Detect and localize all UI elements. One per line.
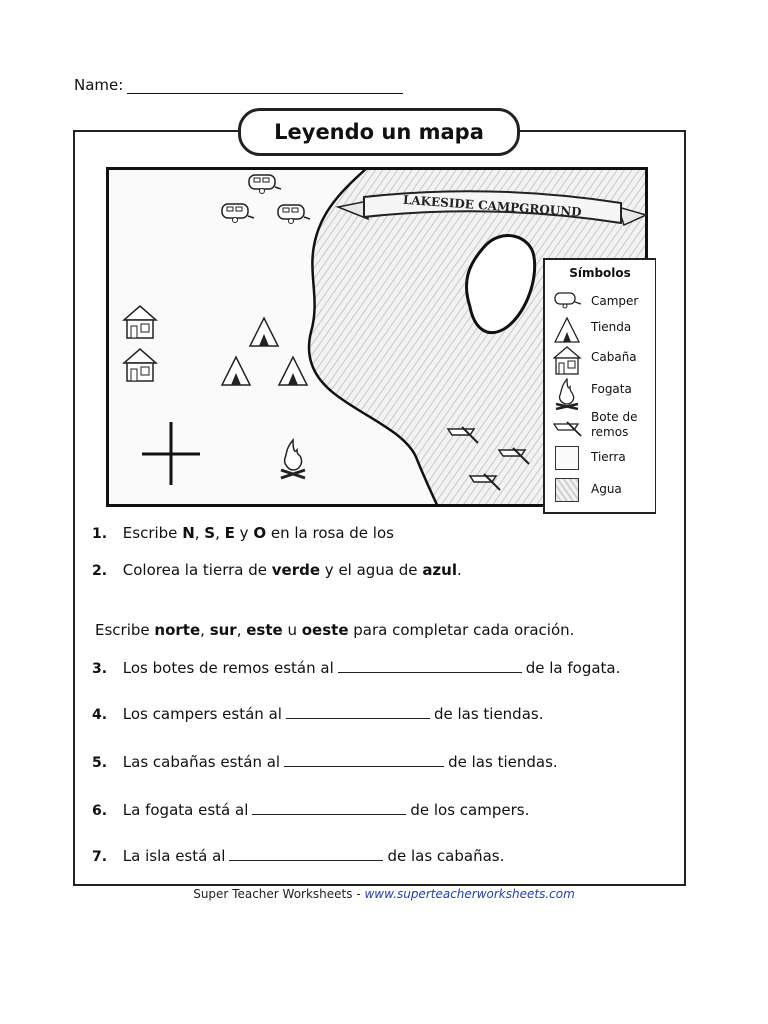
answer-blank[interactable] <box>286 704 430 719</box>
instr-text: Escribe <box>95 621 155 639</box>
legend-item-camper <box>553 290 653 318</box>
sentence-before: La isla está al <box>122 847 226 865</box>
instr-west: oeste <box>301 621 349 639</box>
legend-item-cabin <box>553 346 653 374</box>
instr-text-end: para completar cada oración. <box>348 621 575 639</box>
q1-text: Escribe <box>122 524 183 542</box>
question-number: 1. <box>92 526 108 542</box>
question-3 <box>92 658 620 677</box>
q1-text-end: en la rosa de los <box>266 524 394 542</box>
instr-sep: , <box>236 621 247 639</box>
legend-label: Agua <box>591 482 622 496</box>
legend-label: Camper <box>591 294 639 308</box>
question-number: 3. <box>92 661 108 677</box>
legend-item-land <box>553 446 653 474</box>
question-number: 6. <box>92 803 108 819</box>
name-line[interactable] <box>127 77 403 94</box>
sentence-after: de la fogata. <box>525 659 621 677</box>
footer <box>0 887 768 901</box>
answer-blank[interactable] <box>338 658 522 673</box>
q1-letter-n: N <box>182 524 195 542</box>
name-row <box>74 76 403 94</box>
q1-letter-s: S <box>204 524 216 542</box>
map-legend <box>543 258 656 514</box>
question-number: 4. <box>92 707 108 723</box>
question-6 <box>92 800 529 819</box>
instr-north: norte <box>154 621 201 639</box>
sentence-after: de las cabañas. <box>387 847 505 865</box>
legend-title: Símbolos <box>569 266 631 280</box>
q1-sep: , <box>215 524 225 542</box>
instr-east: este <box>246 621 283 639</box>
instr-sep: u <box>282 621 302 639</box>
name-label: Name: <box>74 76 124 94</box>
sentence-after: de las tiendas. <box>448 753 558 771</box>
sentence-after: de las tiendas. <box>433 705 544 723</box>
q1-sep: , <box>194 524 205 542</box>
water-swatch <box>555 478 579 502</box>
q1-letter-o: O <box>253 524 267 542</box>
question-1 <box>92 524 394 542</box>
q2-green: verde <box>271 561 321 579</box>
legend-item-rowboat <box>553 412 653 444</box>
footer-brand: Super Teacher Worksheets - <box>193 887 365 901</box>
land-swatch <box>555 446 579 470</box>
q2-blue: azul <box>422 561 457 579</box>
question-number: 5. <box>92 755 108 771</box>
title-text: Leyendo un mapa <box>274 120 484 144</box>
tent-icon <box>553 316 583 344</box>
legend-item-campfire <box>553 378 653 406</box>
q1-letter-e: E <box>224 524 235 542</box>
cabin-icon <box>553 346 583 376</box>
legend-item-tent <box>553 316 653 344</box>
footer-url[interactable]: www.superteacherworksheets.com <box>364 887 575 901</box>
legend-label: Tienda <box>591 320 632 334</box>
question-number: 7. <box>92 849 108 865</box>
answer-blank[interactable] <box>229 846 383 861</box>
worksheet-title <box>238 108 520 156</box>
question-number: 2. <box>92 563 108 579</box>
question-4 <box>92 704 543 723</box>
instruction <box>95 621 574 639</box>
sentence-before: Los botes de remos están al <box>122 659 334 677</box>
legend-label: Bote de remos <box>591 410 638 439</box>
legend-label: Fogata <box>591 382 632 396</box>
instr-south: sur <box>209 621 237 639</box>
q2-text: y el agua de <box>320 561 423 579</box>
answer-blank[interactable] <box>252 800 406 815</box>
question-5 <box>92 752 558 771</box>
rowboat-icon <box>553 412 585 444</box>
q1-sep: y <box>234 524 254 542</box>
sentence-after: de los campers. <box>410 801 530 819</box>
legend-label: Tierra <box>591 450 626 464</box>
answer-blank[interactable] <box>284 752 444 767</box>
q2-text: Colorea la tierra de <box>122 561 272 579</box>
question-7 <box>92 846 504 865</box>
sentence-before: La fogata está al <box>122 801 249 819</box>
legend-item-water <box>553 478 653 506</box>
sentence-before: Las cabañas están al <box>122 753 281 771</box>
question-2 <box>92 561 462 579</box>
legend-label: Cabaña <box>591 350 637 364</box>
instr-sep: , <box>200 621 210 639</box>
banner-text: LAKESIDE CAMPGROUND <box>402 192 583 220</box>
q2-text-end: . <box>457 561 462 579</box>
sentence-before: Los campers están al <box>122 705 282 723</box>
camper-icon <box>553 290 583 312</box>
campfire-icon <box>553 378 583 410</box>
